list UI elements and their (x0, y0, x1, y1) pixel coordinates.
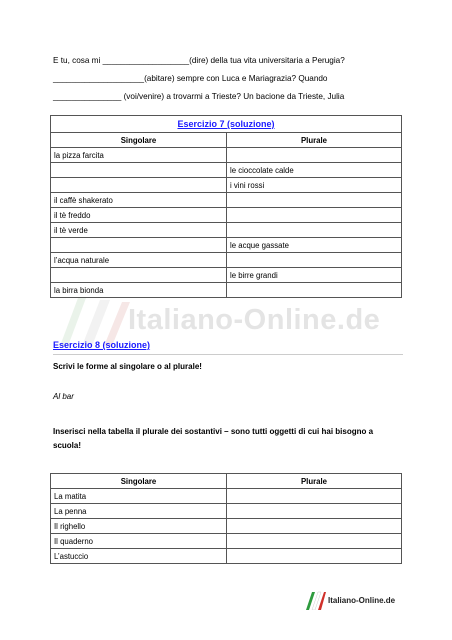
exercise7-table (50, 115, 402, 298)
table-row (51, 148, 402, 163)
exercise8-instruction: Scrivi le forme al singolare o al plurale! (53, 362, 202, 371)
col-header-plural: Plurale (227, 133, 402, 148)
exercise7-title-link[interactable]: Esercizio 7 (soluzione) (177, 119, 275, 129)
cell-singular: Il quaderno (51, 534, 227, 549)
cell-plural (227, 193, 402, 208)
cell-singular: la birra bionda (51, 283, 227, 298)
cell-plural (227, 253, 402, 268)
cell-plural (227, 549, 402, 564)
cell-singular: l’acqua naturale (51, 253, 227, 268)
footer-logo-text: Italiano-Online.de (328, 595, 396, 605)
table-row (51, 223, 402, 238)
intro-line-1: E tu, cosa mi ___________________(dire) della tua vita universitaria a Perugia? (53, 56, 345, 65)
exercise8-instruction-2: Inserisci nella tabella il plurale dei sostantivi – sono tutti oggetti di cui hai bisogno a scuola! (53, 427, 374, 450)
footer-logo[interactable] (306, 590, 395, 610)
cell-singular: il caffè shakerato (51, 193, 227, 208)
cell-plural (227, 534, 402, 549)
cell-plural (227, 223, 402, 238)
exercise7-body (51, 148, 402, 298)
cell-singular (51, 178, 227, 193)
cell-singular (51, 268, 227, 283)
cell-plural (227, 504, 402, 519)
col-header-plural: Plurale (227, 474, 402, 489)
cell-plural (227, 208, 402, 223)
table-row (51, 178, 402, 193)
exercise8-body (51, 489, 402, 564)
cell-singular: Il righello (51, 519, 227, 534)
intro-line-3: _______________ (voi/venire) a trovarmi a Trieste? Un bacione da Trieste, Julia (53, 92, 345, 101)
cell-singular (51, 163, 227, 178)
table-row (51, 268, 402, 283)
cell-plural: le acque gassate (227, 238, 402, 253)
exercise8-subtitle: Al bar (53, 392, 74, 401)
exercise7-header-row (51, 133, 402, 148)
col-header-singular: Singolare (51, 474, 227, 489)
col-header-singular: Singolare (51, 133, 227, 148)
cell-plural (227, 519, 402, 534)
table-row (51, 193, 402, 208)
cell-plural: i vini rossi (227, 178, 402, 193)
table-row (51, 208, 402, 223)
cell-singular: il tè verde (51, 223, 227, 238)
table-row (51, 163, 402, 178)
flag-logo-icon (306, 590, 326, 610)
table-row (51, 504, 402, 519)
table-row (51, 238, 402, 253)
cell-plural: le birre grandi (227, 268, 402, 283)
cell-singular: la pizza farcita (51, 148, 227, 163)
table-row (51, 534, 402, 549)
table-row (51, 253, 402, 268)
letter-intro (53, 52, 345, 106)
cell-plural (227, 148, 402, 163)
exercise7-title-cell (51, 116, 402, 133)
exercise8-title-link[interactable]: Esercizio 8 (soluzione) (53, 340, 151, 350)
cell-plural: le cioccolate calde (227, 163, 402, 178)
table-row (51, 549, 402, 564)
exercise8-header-row (51, 474, 402, 489)
cell-singular: il tè freddo (51, 208, 227, 223)
watermark-text: Italiano-Online.de (128, 304, 381, 336)
table-row (51, 519, 402, 534)
cell-singular: La matita (51, 489, 227, 504)
intro-line-2: ____________________(abitare) sempre con Luca e Mariagrazia? Quando (53, 74, 328, 83)
cell-singular: L’astuccio (51, 549, 227, 564)
exercise8-table (50, 473, 402, 564)
cell-plural (227, 489, 402, 504)
exercise8-heading (53, 335, 403, 355)
cell-singular: La penna (51, 504, 227, 519)
cell-singular (51, 238, 227, 253)
table-row (51, 489, 402, 504)
